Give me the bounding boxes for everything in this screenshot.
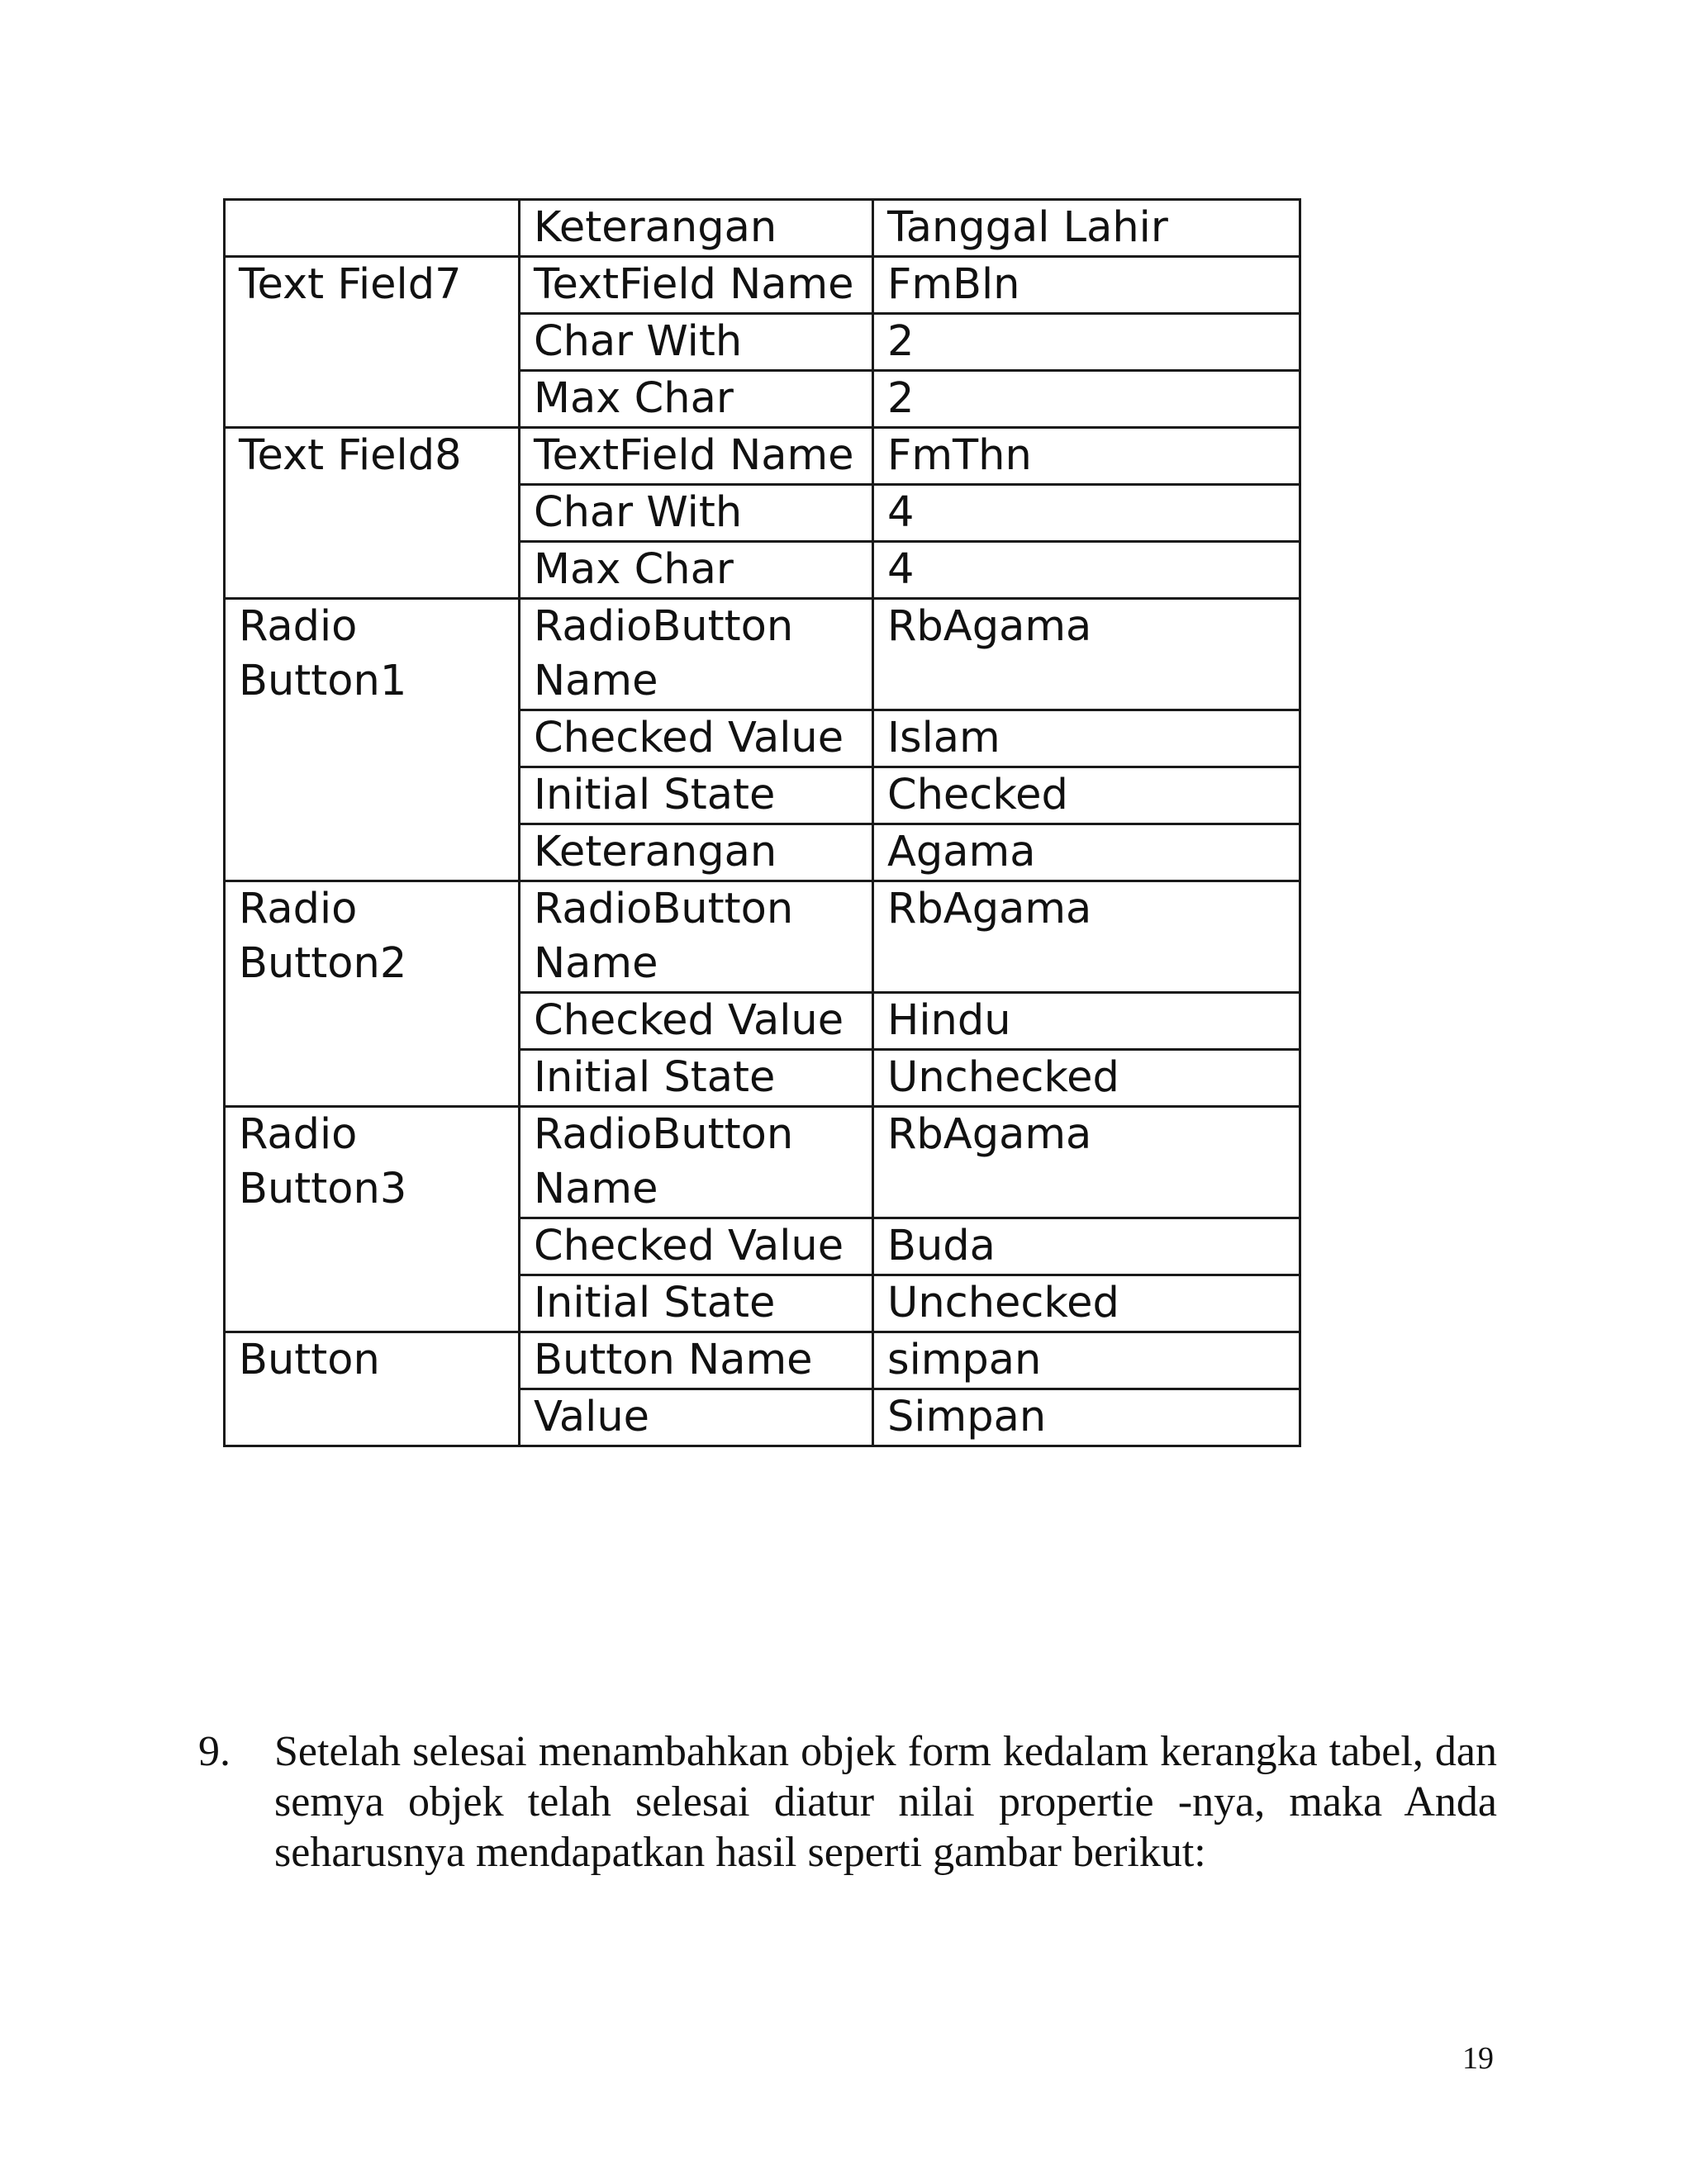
property-value-cell: 2 [873, 371, 1300, 428]
property-name-cell: Max Char [520, 542, 873, 599]
property-value-cell: Buda [873, 1218, 1300, 1275]
property-name-cell: Value [520, 1389, 873, 1446]
property-name-cell: RadioButton Name [520, 1107, 873, 1218]
property-name-cell: Initial State [520, 1050, 873, 1107]
object-name-cell: Text Field8 [225, 428, 520, 599]
object-name-cell: Button [225, 1332, 520, 1446]
header-cell-property: Keterangan [520, 200, 873, 257]
object-name-cell: Radio Button3 [225, 1107, 520, 1332]
table-row [225, 881, 1300, 993]
object-name-cell: Radio Button2 [225, 881, 520, 1107]
property-name-cell: Char With [520, 314, 873, 371]
instruction-paragraph [198, 1726, 1497, 1878]
property-name-cell: TextField Name [520, 257, 873, 314]
property-name-cell: RadioButton Name [520, 881, 873, 993]
table-row [225, 428, 1300, 485]
page-number: 19 [1462, 2041, 1494, 2076]
property-value-cell: Islam [873, 710, 1300, 767]
table-row [225, 257, 1300, 314]
table-row [225, 599, 1300, 710]
property-value-cell: Hindu [873, 993, 1300, 1050]
property-value-cell: 2 [873, 314, 1300, 371]
property-value-cell: FmBln [873, 257, 1300, 314]
property-name-cell: RadioButton Name [520, 599, 873, 710]
properties-table-body [225, 200, 1300, 1446]
property-name-cell: Checked Value [520, 710, 873, 767]
property-value-cell: Unchecked [873, 1275, 1300, 1332]
property-name-cell: Initial State [520, 1275, 873, 1332]
property-name-cell: Checked Value [520, 1218, 873, 1275]
object-name-cell: Text Field7 [225, 257, 520, 428]
object-name-cell: Radio Button1 [225, 599, 520, 881]
property-value-cell: RbAgama [873, 881, 1300, 993]
table-header-row [225, 200, 1300, 257]
property-name-cell: Checked Value [520, 993, 873, 1050]
property-value-cell: simpan [873, 1332, 1300, 1389]
property-value-cell: 4 [873, 485, 1300, 542]
property-value-cell: RbAgama [873, 599, 1300, 710]
table-row [225, 1332, 1300, 1389]
property-value-cell: RbAgama [873, 1107, 1300, 1218]
list-number: 9. [198, 1728, 231, 1775]
header-cell-object [225, 200, 520, 257]
property-name-cell: Max Char [520, 371, 873, 428]
property-value-cell: Simpan [873, 1389, 1300, 1446]
property-value-cell: Unchecked [873, 1050, 1300, 1107]
properties-table [223, 198, 1301, 1447]
property-value-cell: FmThn [873, 428, 1300, 485]
property-name-cell: Keterangan [520, 824, 873, 881]
property-name-cell: Initial State [520, 767, 873, 824]
paragraph-text: Setelah selesai menambahkan objek form kedalam kerangka tabel, dan semya objek telah selesai diatur nilai propertie -nya, maka Anda seharusnya mendapatkan hasil seperti gambar berikut: [274, 1728, 1497, 1876]
property-name-cell: TextField Name [520, 428, 873, 485]
property-name-cell: Button Name [520, 1332, 873, 1389]
table-row [225, 1107, 1300, 1218]
property-value-cell: Agama [873, 824, 1300, 881]
property-value-cell: 4 [873, 542, 1300, 599]
header-cell-value: Tanggal Lahir [873, 200, 1300, 257]
property-name-cell: Char With [520, 485, 873, 542]
property-value-cell: Checked [873, 767, 1300, 824]
